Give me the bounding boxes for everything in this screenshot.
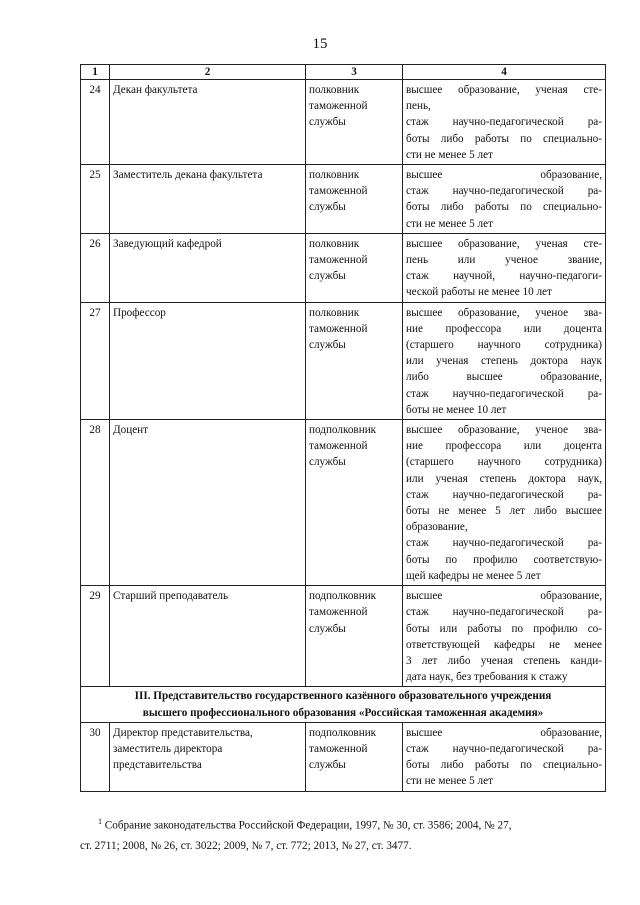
requirements-line: (старшего научного сотрудника) (406, 456, 602, 469)
requirements-line: стаж научной, научно-педагоги- (406, 270, 602, 283)
requirements-line: ческой работы не менее 10 лет (406, 286, 552, 299)
rank-line: службы (309, 116, 346, 129)
rank-cell (306, 165, 403, 234)
table-header-row (81, 65, 606, 80)
requirements-line: боты либо работы по специально- (406, 759, 602, 772)
column-header: 2 (110, 65, 306, 80)
requirements-line: ответствующей кафедры не менее (406, 638, 602, 651)
requirements-line: дата наук, без требования к стажу (406, 671, 568, 684)
requirements-line: высшее образование, ученое зва- (406, 306, 602, 319)
table-row (81, 80, 606, 165)
requirements-line: ние профессора или доцента (406, 322, 602, 335)
rank-line: службы (309, 339, 346, 352)
row-number: 30 (81, 722, 110, 791)
rank-cell (306, 80, 403, 165)
rank-line: подполковник (309, 424, 377, 437)
position-line: представительства (113, 759, 202, 772)
rank-cell (306, 302, 403, 419)
requirements-cell (403, 165, 606, 234)
table-row (81, 586, 606, 687)
rank-line: таможенной (309, 606, 368, 619)
row-number: 25 (81, 165, 110, 234)
rank-line: полковник (309, 306, 360, 319)
requirements-line: стаж научно-педагогической ра- (406, 387, 602, 400)
rank-line: подполковник (309, 726, 377, 739)
requirements-line: стаж научно-педагогической ра- (406, 606, 602, 619)
rank-line: полковник (309, 84, 360, 96)
rank-line: службы (309, 270, 346, 283)
requirements-line: пень, (406, 100, 431, 113)
rank-line: таможенной (309, 185, 368, 198)
requirements-line: стаж научно-педагогической ра- (406, 185, 602, 198)
rank-line: службы (309, 759, 346, 772)
requirements-line: стаж научно-педагогической ра- (406, 537, 602, 550)
requirements-line: боты не менее 10 лет (406, 403, 507, 416)
position-line: Декан факультета (113, 84, 198, 96)
position-line: заместитель директора (113, 742, 223, 755)
rank-cell (306, 420, 403, 586)
section-row (81, 687, 606, 722)
requirements-line: сти не менее 5 лет (406, 775, 493, 788)
rank-line: таможенной (309, 322, 368, 335)
position-line: Профессор (113, 306, 166, 319)
row-number: 29 (81, 586, 110, 687)
rank-cell (306, 233, 403, 302)
position-cell (110, 302, 306, 419)
table-row (81, 420, 606, 586)
requirements-line: стаж научно-педагогической ра- (406, 116, 602, 129)
footnote-line: ст. 2711; 2008, № 26, ст. 3022; 2009, № 7, ст. 772; 2013, № 27, ст. 3477. (80, 839, 412, 852)
requirements-line: высшее образование, (406, 726, 602, 739)
requirements-line: или ученая степень доктора наук, (406, 472, 602, 485)
requirements-line: ние профессора или доцента (406, 440, 602, 453)
position-line: Доцент (113, 424, 149, 437)
rank-line: таможенной (309, 742, 368, 755)
rank-line: таможенной (309, 440, 368, 453)
rank-line: службы (309, 622, 346, 635)
requirements-line: высшее образование, ученая сте- (406, 84, 602, 96)
requirements-line: (старшего научного сотрудника) (406, 339, 602, 352)
column-header: 4 (403, 65, 606, 80)
footnote-line (80, 812, 605, 836)
requirements-line: боты не менее 5 лет либо высшее (406, 505, 602, 518)
rank-line: таможенной (309, 254, 368, 267)
requirements-line: 3 лет либо ученая степень канди- (406, 654, 602, 667)
rank-line: полковник (309, 169, 360, 182)
position-cell (110, 586, 306, 687)
row-number: 26 (81, 233, 110, 302)
table-row (81, 233, 606, 302)
row-number: 24 (81, 80, 110, 165)
requirements-line: боты либо работы по специально- (406, 201, 602, 214)
requirements-line: высшее образование, (406, 590, 602, 603)
requirements-cell (403, 233, 606, 302)
requirements-line: пень или ученое звание, (406, 254, 602, 267)
table-row (81, 722, 606, 791)
requirements-line: стаж научно-педагогической ра- (406, 742, 602, 755)
position-line: Заместитель декана факультета (113, 169, 263, 182)
rank-cell (306, 586, 403, 687)
requirements-line: сти не менее 5 лет (406, 148, 493, 161)
table-row (81, 165, 606, 234)
position-cell (110, 165, 306, 234)
rank-line: полковник (309, 237, 360, 250)
requirements-cell (403, 302, 606, 419)
requirements-line: высшее образование, ученая сте- (406, 237, 602, 250)
position-cell (110, 233, 306, 302)
requirements-cell (403, 586, 606, 687)
position-cell (110, 80, 306, 165)
footnote-text: Собрание законодательства Российской Федерации, 1997, № 30, ст. 3586; 2004, № 27, (104, 819, 512, 832)
rank-cell (306, 722, 403, 791)
position-line: Заведующий кафедрой (113, 237, 222, 250)
requirements-line: или ученая степень доктора наук (406, 355, 602, 368)
section-heading (81, 687, 606, 722)
section-heading-line: III. Представительство государственного казённого образовательного учреждения (134, 690, 552, 703)
requirements-line: боты по профилю соответствую- (406, 553, 602, 566)
requirements-line: боты либо работы по специально- (406, 132, 602, 145)
position-cell (110, 722, 306, 791)
row-number: 27 (81, 302, 110, 419)
requirements-line: щей кафедры не менее 5 лет (406, 569, 541, 582)
requirements-line: высшее образование, (406, 169, 602, 182)
position-line: Старший преподаватель (113, 590, 229, 603)
requirements-line: образование, (406, 521, 468, 534)
requirements-cell (403, 80, 606, 165)
requirements-line: высшее образование, ученое зва- (406, 424, 602, 437)
position-line: Директор представительства, (113, 726, 253, 739)
section-heading-line: высшего профессионального образования «Российская таможенная академия» (142, 706, 544, 719)
position-cell (110, 420, 306, 586)
row-number: 28 (81, 420, 110, 586)
rank-line: службы (309, 456, 346, 469)
footnote-marker: 1 (98, 817, 102, 826)
table-row (81, 302, 606, 419)
rank-line: службы (309, 201, 346, 214)
requirements-line: боты или работы по профилю со- (406, 622, 602, 635)
column-header: 1 (81, 65, 110, 80)
requirements-line: сти не менее 5 лет (406, 217, 493, 230)
rank-line: таможенной (309, 100, 368, 113)
footnote (80, 812, 605, 856)
page-number: 15 (312, 36, 328, 52)
requirements-line: либо высшее образование, (406, 371, 602, 384)
rank-line: подполковник (309, 590, 377, 603)
requirements-line: стаж научно-педагогической ра- (406, 488, 602, 501)
positions-table (80, 64, 606, 792)
requirements-cell (403, 722, 606, 791)
requirements-cell (403, 420, 606, 586)
column-header: 3 (306, 65, 403, 80)
